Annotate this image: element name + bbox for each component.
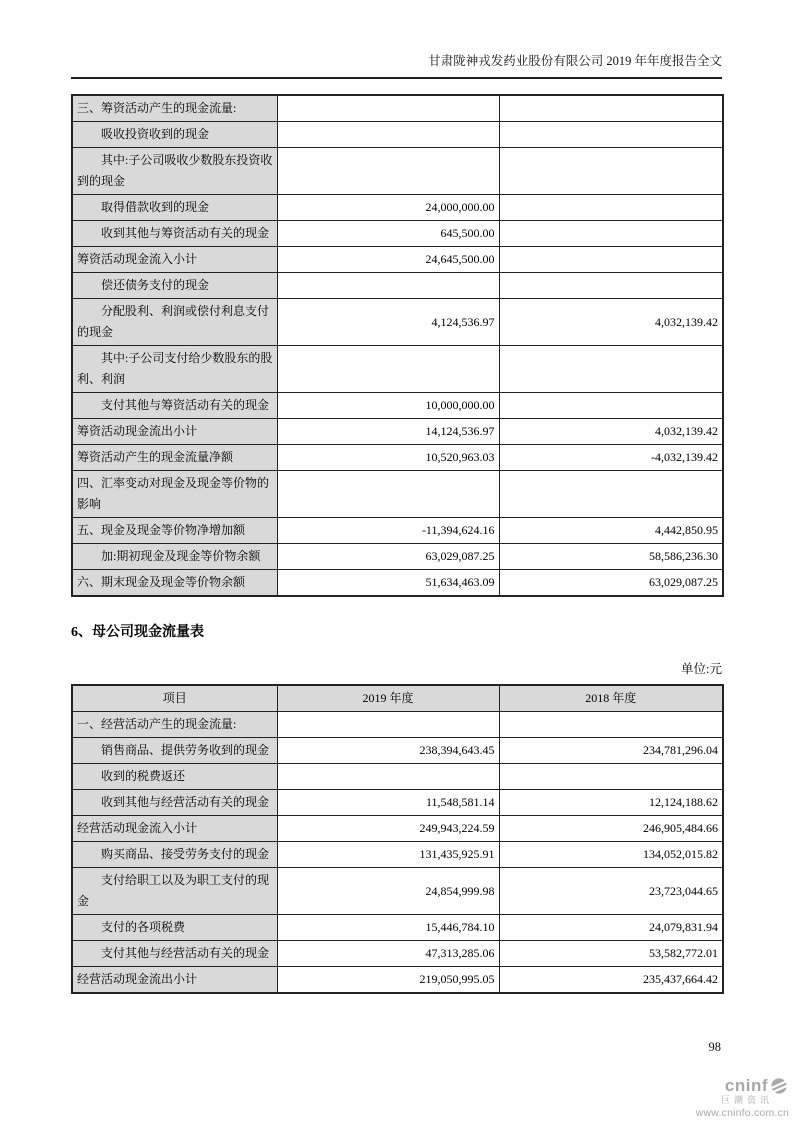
parent-cashflow-table (71, 684, 724, 994)
row-label: 其中:子公司吸收少数股东投资收到的现金 (72, 148, 277, 195)
value-2019: 238,394,643.45 (277, 738, 499, 764)
col-header-2019: 2019 年度 (277, 685, 499, 712)
table-row (72, 738, 723, 764)
table-row (72, 915, 723, 941)
value-2019 (277, 346, 499, 393)
table-row (72, 941, 723, 967)
col-header-item: 项目 (72, 685, 277, 712)
value-2018 (499, 471, 723, 518)
value-2018 (499, 122, 723, 148)
header-divider (71, 77, 722, 79)
value-2019 (277, 122, 499, 148)
page-number: 98 (708, 1040, 721, 1054)
table-row (72, 790, 723, 816)
row-label: 四、汇率变动对现金及现金等价物的影响 (72, 471, 277, 518)
table-header-row (72, 685, 723, 712)
row-label: 取得借款收到的现金 (72, 195, 277, 221)
value-2019 (277, 712, 499, 738)
row-label: 筹资活动现金流出小计 (72, 419, 277, 445)
row-label: 筹资活动产生的现金流量净额 (72, 445, 277, 471)
cninfo-logo-icon (769, 1077, 789, 1095)
value-2018: 246,905,484.66 (499, 816, 723, 842)
row-label: 购买商品、接受劳务支付的现金 (72, 842, 277, 868)
value-2019: 249,943,224.59 (277, 816, 499, 842)
value-2019: -11,394,624.16 (277, 518, 499, 544)
cninfo-brand-row (696, 1077, 789, 1095)
value-2019: 645,500.00 (277, 221, 499, 247)
cninfo-url: www.cninfo.com.cn (695, 1107, 789, 1119)
value-2019: 4,124,536.97 (277, 299, 499, 346)
value-2018: 4,032,139.42 (499, 419, 723, 445)
row-label: 其中:子公司支付给少数股东的股利、利润 (72, 346, 277, 393)
value-2018: 12,124,188.62 (499, 790, 723, 816)
value-2019: 63,029,087.25 (277, 544, 499, 570)
row-label: 经营活动现金流出小计 (72, 967, 277, 994)
row-label: 支付其他与经营活动有关的现金 (72, 941, 277, 967)
unit-label: 单位:元 (681, 662, 722, 676)
value-2018 (499, 247, 723, 273)
value-2019: 51,634,463.09 (277, 570, 499, 597)
row-label: 加:期初现金及现金等价物余额 (72, 544, 277, 570)
page-header-title: 甘肃陇神戎发药业股份有限公司 2019 年年度报告全文 (428, 54, 722, 68)
table-row (72, 122, 723, 148)
value-2018 (499, 764, 723, 790)
row-label: 六、期末现金及现金等价物余额 (72, 570, 277, 597)
value-2018: 53,582,772.01 (499, 941, 723, 967)
row-label: 五、现金及现金等价物净增加额 (72, 518, 277, 544)
row-label: 经营活动现金流入小计 (72, 816, 277, 842)
value-2018: 134,052,015.82 (499, 842, 723, 868)
table-row (72, 868, 723, 915)
row-label: 支付给职工以及为职工支付的现金 (72, 868, 277, 915)
table-row (72, 471, 723, 518)
page-content (71, 0, 722, 994)
value-2019 (277, 471, 499, 518)
value-2019: 24,000,000.00 (277, 195, 499, 221)
row-label: 支付的各项税费 (72, 915, 277, 941)
value-2018 (499, 712, 723, 738)
value-2018 (499, 148, 723, 195)
value-2018: 235,437,664.42 (499, 967, 723, 994)
table-row (72, 273, 723, 299)
table-row (72, 148, 723, 195)
table-row (72, 95, 723, 122)
consolidated-cashflow-table-continued (71, 94, 724, 597)
value-2018: 234,781,296.04 (499, 738, 723, 764)
value-2018 (499, 95, 723, 122)
table-row (72, 544, 723, 570)
row-label: 筹资活动现金流入小计 (72, 247, 277, 273)
row-label: 吸收投资收到的现金 (72, 122, 277, 148)
row-label: 收到的税费返还 (72, 764, 277, 790)
table-row (72, 221, 723, 247)
value-2018: 4,032,139.42 (499, 299, 723, 346)
value-2019: 15,446,784.10 (277, 915, 499, 941)
table-row (72, 842, 723, 868)
value-2019: 10,520,963.03 (277, 445, 499, 471)
row-label: 收到其他与经营活动有关的现金 (72, 790, 277, 816)
table-row (72, 967, 723, 994)
value-2018: 63,029,087.25 (499, 570, 723, 597)
value-2019 (277, 764, 499, 790)
cninfo-chinese-name: 巨潮资讯 (720, 1095, 773, 1105)
section-heading: 6、母公司现金流量表 (71, 625, 204, 640)
row-label: 分配股利、利润或偿付利息支付的现金 (72, 299, 277, 346)
value-2018 (499, 221, 723, 247)
value-2019: 14,124,536.97 (277, 419, 499, 445)
row-label: 收到其他与筹资活动有关的现金 (72, 221, 277, 247)
table-row (72, 393, 723, 419)
value-2018 (499, 195, 723, 221)
value-2019: 47,313,285.06 (277, 941, 499, 967)
value-2019 (277, 273, 499, 299)
value-2019: 11,548,581.14 (277, 790, 499, 816)
value-2019: 24,645,500.00 (277, 247, 499, 273)
value-2019: 131,435,925.91 (277, 842, 499, 868)
value-2019 (277, 95, 499, 122)
table-row (72, 299, 723, 346)
value-2019 (277, 148, 499, 195)
value-2018 (499, 346, 723, 393)
table-row (72, 712, 723, 738)
value-2018 (499, 273, 723, 299)
table-row (72, 195, 723, 221)
value-2018: 58,586,236.30 (499, 544, 723, 570)
value-2019: 219,050,995.05 (277, 967, 499, 994)
table-row (72, 419, 723, 445)
table-row (72, 518, 723, 544)
value-2019: 10,000,000.00 (277, 393, 499, 419)
value-2018: 23,723,044.65 (499, 868, 723, 915)
value-2018: 4,442,850.95 (499, 518, 723, 544)
table-row (72, 570, 723, 597)
table-row (72, 346, 723, 393)
value-2018 (499, 393, 723, 419)
value-2018: 24,079,831.94 (499, 915, 723, 941)
cninfo-brand-text: cninf (724, 1076, 768, 1095)
table-row (72, 816, 723, 842)
row-label: 支付其他与筹资活动有关的现金 (72, 393, 277, 419)
table-row (72, 764, 723, 790)
row-label: 一、经营活动产生的现金流量: (72, 712, 277, 738)
table-row (72, 247, 723, 273)
cninfo-watermark (696, 1077, 789, 1119)
table-row (72, 445, 723, 471)
row-label: 三、筹资活动产生的现金流量: (72, 95, 277, 122)
value-2019: 24,854,999.98 (277, 868, 499, 915)
value-2018: -4,032,139.42 (499, 445, 723, 471)
row-label: 销售商品、提供劳务收到的现金 (72, 738, 277, 764)
row-label: 偿还债务支付的现金 (72, 273, 277, 299)
col-header-2018: 2018 年度 (499, 685, 723, 712)
